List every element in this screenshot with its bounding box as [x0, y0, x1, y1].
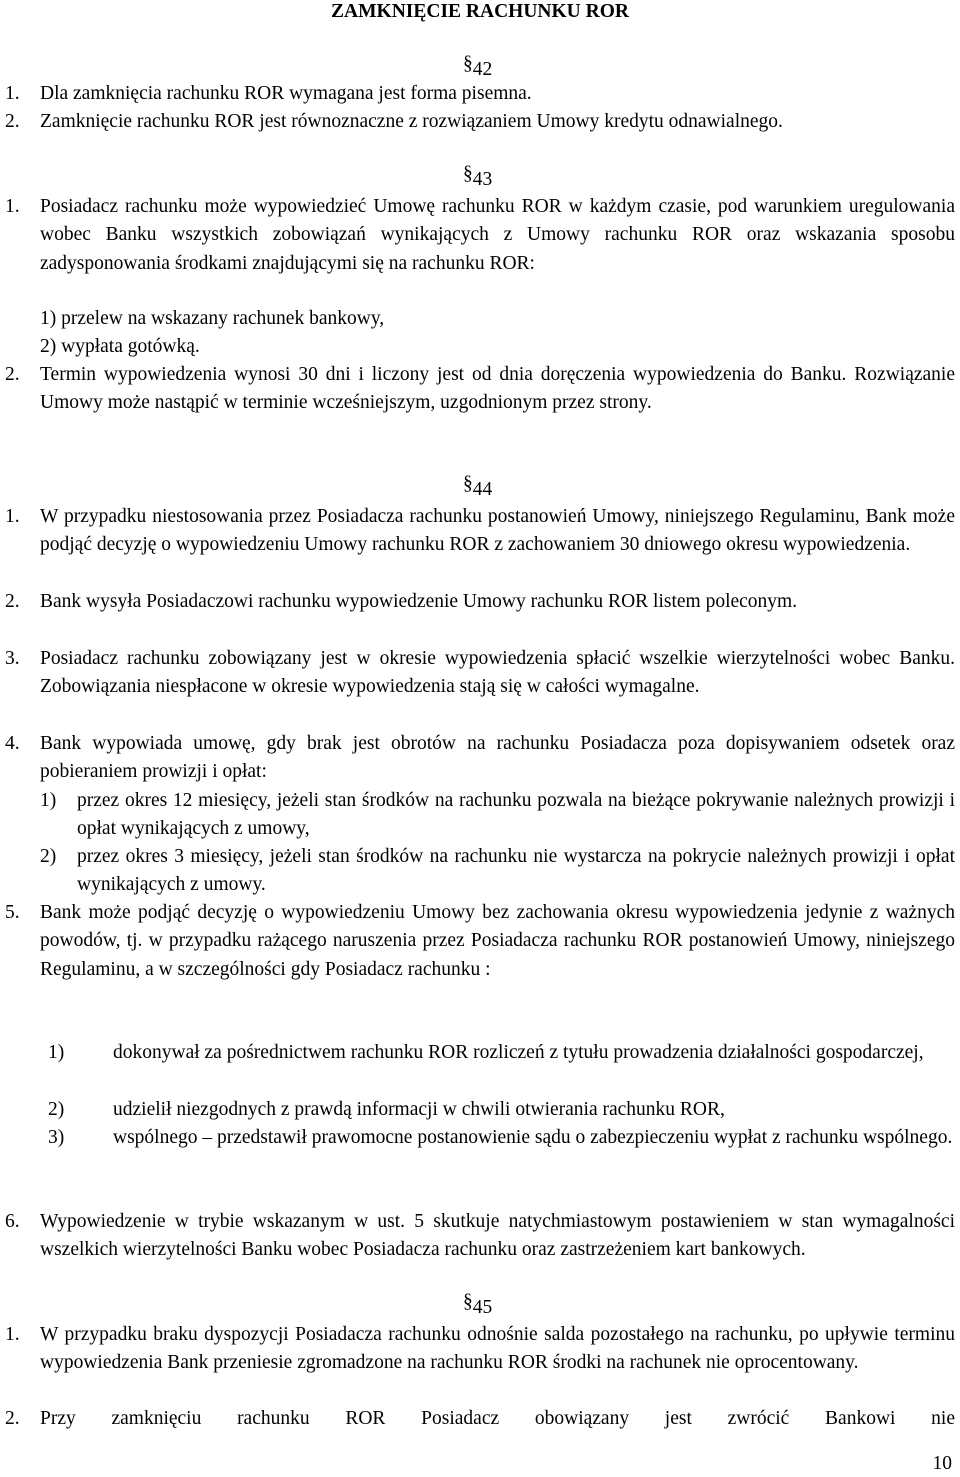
subitem-text: udzielił niezgodnych z prawdą informacji w chwili otwierania rachunku ROR,	[113, 1099, 725, 1120]
s44-item-5-subitem-2	[48, 1096, 955, 1124]
s44-item-2	[5, 588, 955, 616]
item-number: 2.	[5, 1408, 20, 1429]
s44-item-4-subitem-1	[40, 787, 955, 844]
item-text: W przypadku niestosowania przez Posiadacza rachunku postanowień Umowy, niniejszego Regulaminu, Bank może podjąć decyzję o wypowiedzeniu Umowy rachunku ROR z zachowaniem 30 dniowego okresu wypowiedzenia.	[40, 506, 955, 556]
item-text: W przypadku braku dyspozycji Posiadacza rachunku odnośnie salda pozostałego na rachunku, po upływie terminu wypowiedzenia Bank przeniesie zgromadzone na rachunku ROR środki na rachunek nie oprocentowany.	[40, 1324, 955, 1374]
paragraph-43-heading	[463, 163, 543, 194]
item-number: 1.	[5, 83, 20, 104]
paragraph-number: 44	[472, 479, 493, 500]
s44-item-6	[5, 1208, 955, 1265]
s42-item-2	[5, 108, 955, 136]
s44-item-5-subitem-1	[48, 1039, 955, 1067]
s45-item-1	[5, 1321, 955, 1378]
subitem-text: wypłata gotówką.	[61, 336, 200, 357]
item-number: 2.	[5, 111, 20, 132]
item-text: Bank wypowiada umowę, gdy brak jest obrotów na rachunku Posiadacza poza dopisywaniem odsetek oraz pobieraniem prowizji i opłat:	[40, 733, 955, 783]
s44-item-1	[5, 503, 955, 560]
subitem-text: przez okres 3 miesięcy, jeżeli stan środków na rachunku nie wystarcza na pokrycie należnych prowizji i opłat wynikających z umowy.	[77, 846, 955, 896]
paragraph-number: 42	[472, 59, 493, 80]
subitem-number: 2)	[48, 1099, 65, 1120]
s43-subitem-2	[40, 333, 200, 361]
item-number: 4.	[5, 733, 20, 754]
item-text: Wypowiedzenie w trybie wskazanym w ust. 5 skutkuje natychmiastowym postawieniem w stan wymagalności wszelkich wierzytelności Banku wobec Posiadacza rachunku oraz zastrzeżeniem kart bankowych.	[40, 1211, 955, 1261]
item-number: 1.	[5, 1324, 20, 1345]
item-number: 2.	[5, 364, 20, 385]
paragraph-symbol-icon: §	[463, 1291, 473, 1312]
item-text: Termin wypowiedzenia wynosi 30 dni i liczony jest od dnia doręczenia wypowiedzenia do Banku. Rozwiązanie Umowy może nastąpić w terminie wcześniejszym, uzgodnionym przez strony.	[40, 364, 955, 414]
item-text: Posiadacz rachunku może wypowiedzieć Umowę rachunku ROR w każdym czasie, pod warunkiem uregulowania wobec Banku wszystkich zobowiązań wynikających z Umowy rachunku ROR oraz wskazania sposobu zadysponowania środkami znajdującymi się na rachunku ROR:	[40, 196, 955, 274]
document-title: ZAMKNIĘCIE RACHUNKU ROR	[331, 1, 629, 22]
subitem-number: 1)	[48, 1042, 65, 1063]
subitem-text: wspólnego – przedstawił prawomocne postanowienie sądu o zabezpieczeniu wypłat z rachunku wspólnego.	[113, 1127, 953, 1148]
item-number: 6.	[5, 1211, 20, 1232]
s43-item-1	[5, 193, 955, 278]
paragraph-44-heading	[463, 473, 543, 504]
item-text: Bank może podjąć decyzję o wypowiedzeniu Umowy bez zachowania okresu wypowiedzenia jedynie z ważnych powodów, tj. w przypadku rażącego naruszenia przez Posiadacza rachunku ROR postanowień Umowy, niniejszego Regulaminu, a w szczególności gdy Posiadacz rachunku :	[40, 902, 955, 980]
subitem-number: 2)	[40, 846, 57, 867]
paragraph-45-heading	[463, 1291, 543, 1322]
paragraph-number: 45	[472, 1297, 493, 1318]
subitem-text: przez okres 12 miesięcy, jeżeli stan środków na rachunku pozwala na bieżące pokrywanie należnych prowizji i opłat wynikających z umowy,	[77, 790, 955, 840]
subitem-number: 1)	[40, 308, 57, 329]
s43-item-2	[5, 361, 955, 418]
subitem-number: 2)	[40, 336, 57, 357]
subitem-number: 1)	[40, 790, 57, 811]
paragraph-symbol-icon: §	[463, 53, 473, 74]
paragraph-number: 43	[472, 169, 493, 190]
item-text: Bank wysyła Posiadaczowi rachunku wypowiedzenie Umowy rachunku ROR listem poleconym.	[40, 591, 798, 612]
s42-item-1	[5, 80, 955, 108]
subitem-text: dokonywał za pośrednictwem rachunku ROR rozliczeń z tytułu prowadzenia działalności gospodarczej,	[113, 1042, 924, 1063]
paragraph-symbol-icon: §	[463, 473, 473, 494]
item-number: 3.	[5, 648, 20, 669]
item-number: 1.	[5, 506, 20, 527]
s44-item-3	[5, 645, 955, 702]
s45-item-2	[5, 1405, 955, 1433]
item-number: 5.	[5, 902, 20, 923]
subitem-text: przelew na wskazany rachunek bankowy,	[61, 308, 385, 329]
s44-item-5-subitem-3	[48, 1124, 955, 1152]
item-text: Posiadacz rachunku zobowiązany jest w okresie wypowiedzenia spłacić wszelkie wierzytelności wobec Banku. Zobowiązania niespłacone w okresie wypowiedzenia stają się w całości wymagalne.	[40, 648, 955, 698]
s44-item-5	[5, 899, 955, 984]
item-text: Zamknięcie rachunku ROR jest równoznaczne z rozwiązaniem Umowy kredytu odnawialnego.	[40, 111, 783, 132]
paragraph-symbol-icon: §	[463, 163, 473, 184]
subitem-number: 3)	[48, 1127, 65, 1148]
s44-item-4-subitem-2	[40, 843, 955, 900]
s44-item-4	[5, 730, 955, 787]
item-text: Przy zamknięciu rachunku ROR Posiadacz obowiązany jest zwrócić Bankowi nie	[40, 1408, 955, 1429]
s43-subitem-1	[40, 305, 384, 333]
page-number: 10	[932, 1453, 952, 1474]
item-text: Dla zamknięcia rachunku ROR wymagana jest forma pisemna.	[40, 83, 532, 104]
item-number: 1.	[5, 196, 20, 217]
item-number: 2.	[5, 591, 20, 612]
